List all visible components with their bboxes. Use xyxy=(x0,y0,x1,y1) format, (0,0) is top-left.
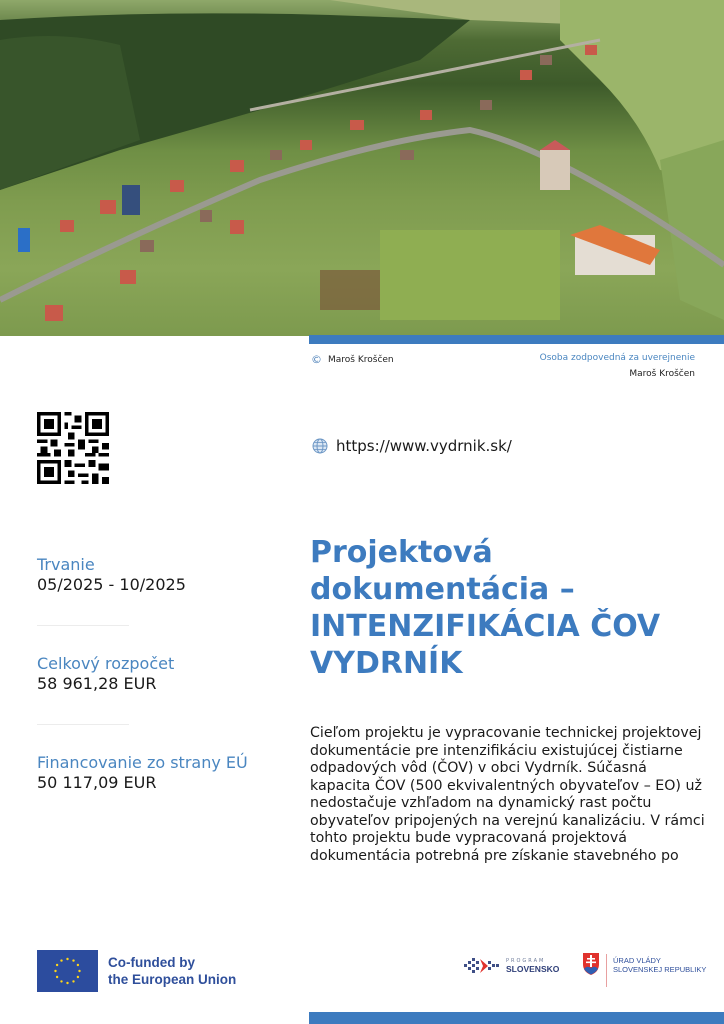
fact-value: 05/2025 - 10/2025 xyxy=(37,575,186,594)
divider xyxy=(37,724,129,725)
program-name: SLOVENSKO xyxy=(506,964,560,974)
website-link[interactable] xyxy=(312,437,512,455)
accent-bar-top xyxy=(309,335,724,344)
village-aerial-image xyxy=(0,0,724,336)
program-slovensko-logo xyxy=(462,956,559,976)
eu-flag-icon xyxy=(37,950,98,992)
fact-label: Financovanie zo strany EÚ xyxy=(37,753,248,772)
accent-bar-bottom xyxy=(309,1012,724,1024)
fact-total-budget xyxy=(37,654,287,694)
project-facts xyxy=(37,555,287,793)
fact-duration xyxy=(37,555,287,595)
title-line: dokumentácia – xyxy=(310,572,575,607)
responsible-person xyxy=(540,353,695,379)
title-line: VYDRNÍK xyxy=(310,646,463,681)
project-title xyxy=(310,534,710,682)
copyright-icon: © xyxy=(311,353,322,366)
government-office-logo xyxy=(582,952,706,987)
aerial-photo xyxy=(0,0,724,336)
program-slovensko-text xyxy=(506,958,559,974)
divider xyxy=(606,954,607,987)
title-line: INTENZIFIKÁCIA ČOV xyxy=(310,609,661,644)
project-description: Cieľom projektu je vypracovanie technickej projektovej dokumentácie pre intenzifikáciu existujúcej čistiarne odpadových vôd (ČOV) v obci Vydrník. Súčasná kapacita ČOV (500 ekvivalentných obyvateľov – EO) už nedostačuje vzhľadom na dynamický rast počtu obyvateľov pripojených na verejnú kanalizáciu. V rámci tohto projektu bude vypracovaná projektová dokumentácia potrebná pre získanie stavebného po xyxy=(310,725,705,864)
photo-author: Maroš Kroščen xyxy=(328,354,394,365)
eu-text-line: the European Union xyxy=(108,972,237,987)
photo-credit xyxy=(311,353,394,366)
title-line: Projektová xyxy=(310,535,493,570)
divider xyxy=(37,625,129,626)
fact-label: Celkový rozpočet xyxy=(37,654,175,673)
eu-text-line: Co-funded by xyxy=(108,955,195,970)
fact-eu-funding xyxy=(37,753,287,793)
slovak-coat-of-arms-icon xyxy=(582,952,600,976)
website-url[interactable]: https://www.vydrnik.sk/ xyxy=(336,437,512,455)
program-label: PROGRAM xyxy=(506,958,546,964)
fact-value: 50 117,09 EUR xyxy=(37,773,157,792)
fact-value: 58 961,28 EUR xyxy=(37,674,157,693)
program-slovensko-icon xyxy=(462,956,500,976)
qr-code-icon xyxy=(37,412,109,484)
responsible-name: Maroš Kroščen xyxy=(629,369,695,379)
qr-code[interactable] xyxy=(37,412,109,484)
gov-text-line: SLOVENSKEJ REPUBLIKY xyxy=(613,965,707,974)
government-office-text xyxy=(613,952,706,974)
globe-icon xyxy=(312,438,328,454)
eu-cofunded-logo xyxy=(37,950,236,992)
responsible-label: Osoba zodpovedná za uverejnenie xyxy=(539,353,695,363)
gov-text-line: ÚRAD VLÁDY xyxy=(613,956,661,965)
fact-label: Trvanie xyxy=(37,555,95,574)
eu-cofunded-text xyxy=(108,954,236,988)
